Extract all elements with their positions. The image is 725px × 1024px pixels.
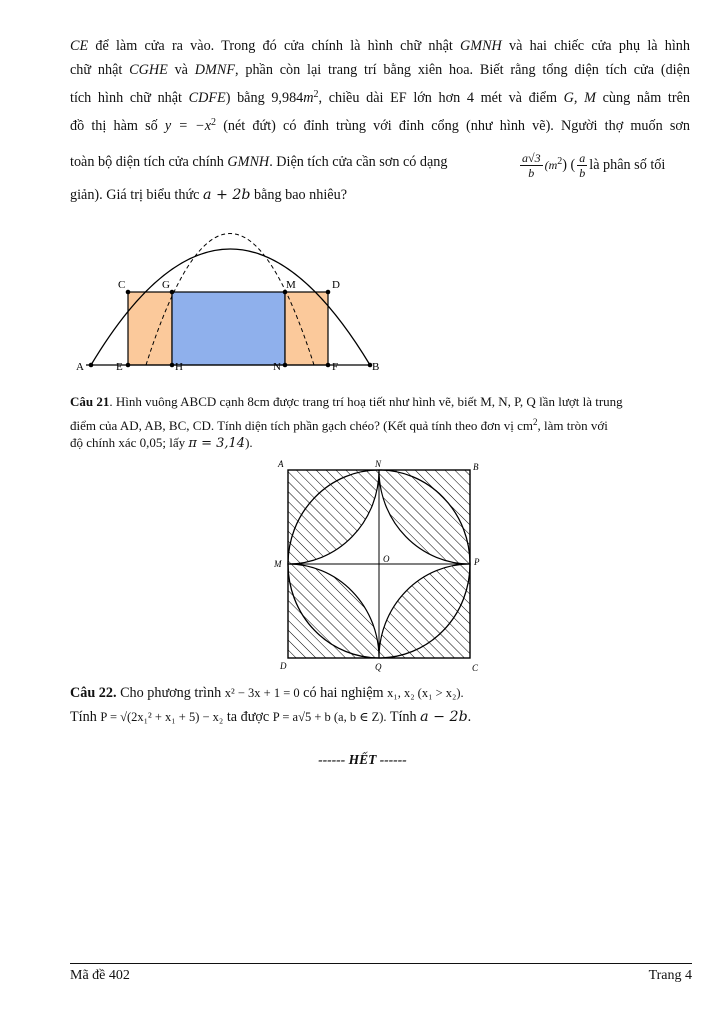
area-fraction-group xyxy=(518,146,665,181)
label-h: H xyxy=(175,361,183,373)
point-f xyxy=(326,363,331,368)
exponent: 2 xyxy=(211,117,217,128)
point-a xyxy=(89,363,94,368)
expression-a-minus-2b: a − 2b xyxy=(420,709,468,725)
text-span: Tính xyxy=(70,709,101,725)
text-span: ) ( xyxy=(562,157,576,173)
gate-figure xyxy=(66,208,382,376)
label-c: C xyxy=(118,279,126,291)
text-span: . xyxy=(467,709,472,725)
point-d xyxy=(326,290,331,295)
label-p: P xyxy=(474,557,480,567)
label-b: B xyxy=(473,462,479,472)
p20-line-2 xyxy=(70,61,690,79)
text-span: điểm của AD, AB, BC, CD. Tính diện tích phần gạch chéo? (Kết quả tính theo đơn vị cm xyxy=(70,418,533,433)
p21-line-2 xyxy=(70,413,690,435)
function-expr: y = −x xyxy=(164,118,212,134)
question-title: Câu 21 xyxy=(70,394,110,409)
text-span: có hai nghiệm xyxy=(299,685,388,701)
label-f: F xyxy=(332,361,339,373)
text-span: đồ thị hàm số xyxy=(70,118,165,134)
label-a: A xyxy=(76,361,84,373)
footer-exam-code: Mã đề 402 xyxy=(70,968,130,983)
text-span: và xyxy=(167,62,195,78)
fraction-numerator: a√3 xyxy=(522,151,541,166)
label-d: D xyxy=(280,661,287,671)
var-gmnh: GMNH xyxy=(460,38,502,54)
label-o: O xyxy=(383,554,390,564)
text-span: Cho phương trình xyxy=(116,685,225,701)
var-dmnf: DMNF xyxy=(194,62,235,78)
point-n xyxy=(283,363,288,368)
text-span: chữ nhật xyxy=(70,62,130,78)
square-pattern-figure xyxy=(274,458,490,674)
fraction-a-over-b xyxy=(577,151,587,180)
fraction-denominator: b xyxy=(528,166,535,181)
point-h xyxy=(170,363,175,368)
var-cdfe: CDFE xyxy=(188,90,226,106)
door-gmnh xyxy=(172,292,285,365)
p20-line-3 xyxy=(70,86,690,107)
label-d: D xyxy=(332,279,340,291)
p21-line-3 xyxy=(70,434,690,453)
equation: x² − 3x + 1 = 0 xyxy=(224,686,300,700)
point-c xyxy=(126,290,131,295)
end-mark: ------ HẾT ------ xyxy=(318,752,407,767)
p20-line-5 xyxy=(70,146,690,181)
roots-expr: x₁, x₂ (x₁ > x₂). xyxy=(387,686,464,700)
text-span: . Hình vuông ABCD cạnh 8cm được trang trí hoạ tiết như hình vẽ, biết M, N, P, Q lần lượt là trung xyxy=(109,394,623,409)
p-form: P = a√5 + b (a, b ∈ Z). xyxy=(272,710,387,724)
text-span: để làm cửa ra vào. Trong đó cửa chính là hình chữ nhật xyxy=(88,38,461,54)
unit-m: (m xyxy=(544,158,558,172)
p21-line-1 xyxy=(70,393,690,411)
label-q: Q xyxy=(375,662,382,672)
text-span: Tính xyxy=(386,709,421,725)
text-span: , chiều dài EF lớn hơn 4 mét và điểm xyxy=(318,90,564,106)
label-b: B xyxy=(372,361,380,373)
footer-divider xyxy=(70,963,692,964)
text-span: cùng nằm trên xyxy=(595,90,690,106)
text-span: độ chính xác 0,05; lấy xyxy=(70,435,189,450)
unit-m: m xyxy=(303,90,314,106)
text-span: là phân số tối xyxy=(589,157,666,173)
label-a: A xyxy=(278,459,284,469)
text-span: tích hình chữ nhật xyxy=(70,90,189,106)
label-m: M xyxy=(274,559,282,569)
exponent: 2 xyxy=(313,89,319,100)
text-span: giản). Giá trị biểu thức xyxy=(70,187,203,203)
fraction-denominator: b xyxy=(579,166,586,181)
text-span: ta được xyxy=(223,709,273,725)
label-e: E xyxy=(116,361,123,373)
label-n: N xyxy=(375,459,382,469)
p22-line-1 xyxy=(70,684,690,702)
var-ce: CE xyxy=(70,38,89,54)
text-span: , làm tròn với xyxy=(537,418,608,433)
text-span: (nét đứt) có đỉnh trùng với đỉnh cổng (như hình vẽ). Người thợ muốn sơn xyxy=(216,118,690,134)
text-span: . Diện tích cửa cần sơn có dạng xyxy=(269,154,448,170)
label-m: M xyxy=(286,279,296,291)
p20-line-1 xyxy=(70,37,690,55)
footer-page-number: Trang 4 xyxy=(648,968,692,983)
fraction-numerator: a xyxy=(579,151,586,166)
point-g xyxy=(170,290,175,295)
text-span: ) bằng 9,984 xyxy=(225,90,304,106)
var-gm: G, M xyxy=(563,90,596,106)
p22-line-2 xyxy=(70,708,690,726)
point-e xyxy=(126,363,131,368)
expression-a-plus-2b: a + 2b xyxy=(202,187,251,203)
var-gmnh: GMNH xyxy=(227,154,270,170)
exponent: 2 xyxy=(533,417,538,427)
text-span: và hai chiếc cửa phụ là hình xyxy=(501,38,690,54)
label-g: G xyxy=(162,279,170,291)
text-span: toàn bộ diện tích cửa chính xyxy=(70,154,228,170)
var-cghe: CGHE xyxy=(129,62,168,78)
text-span: , phần còn lại trang trí bằng xiên hoa. Biết rằng tổng diện tích cửa (diện xyxy=(235,62,690,78)
p20-line-6 xyxy=(70,186,690,204)
exponent: 2 xyxy=(557,156,563,167)
pi-value: π = 3,14 xyxy=(188,436,246,451)
text-span: ). xyxy=(245,435,253,450)
question-title: Câu 22. xyxy=(70,685,117,701)
fraction-a-sqrt3-over-b xyxy=(520,151,543,180)
label-n: N xyxy=(273,361,281,373)
text-span: bằng bao nhiêu? xyxy=(250,187,347,203)
p20-line-4 xyxy=(70,114,690,135)
p-expression: P = √(2x₁² + x₁ + 5) − x₂ xyxy=(100,710,224,724)
label-c: C xyxy=(472,663,479,673)
